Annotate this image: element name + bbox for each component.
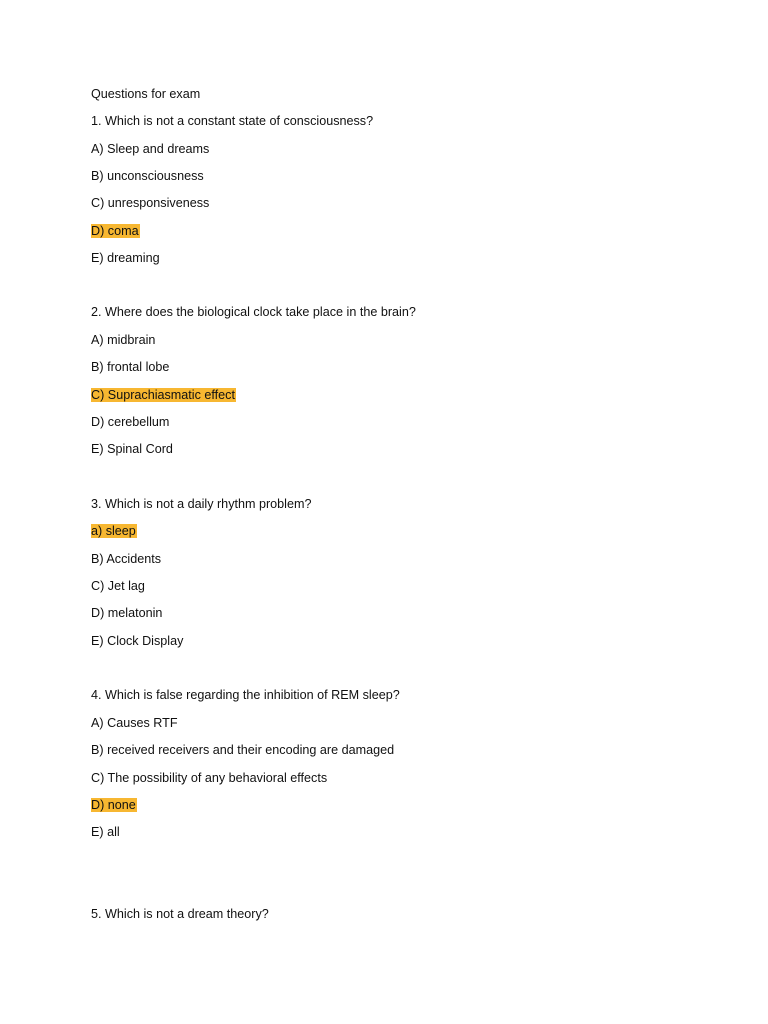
question-3-option-a-answer	[91, 523, 137, 539]
document-title: Questions for exam	[91, 87, 201, 101]
question-2-option-b: B) frontal lobe	[91, 360, 170, 374]
question-2-prompt: 2. Where does the biological clock take place in the brain?	[91, 305, 416, 319]
question-1-option-e: E) dreaming	[91, 251, 160, 265]
question-2-option-d: D) cerebellum	[91, 415, 170, 429]
answer-highlight: D) coma	[91, 224, 139, 238]
question-3-option-b: B) Accidents	[91, 552, 161, 566]
question-3-option-c: C) Jet lag	[91, 579, 145, 593]
question-1-option-a: A) Sleep and dreams	[91, 142, 210, 156]
question-1-option-c: C) unresponsiveness	[91, 196, 210, 210]
question-2-option-a: A) midbrain	[91, 333, 156, 347]
question-1-option-b: B) unconsciousness	[91, 169, 204, 183]
question-4-option-b: B) received receivers and their encoding are damaged	[91, 743, 395, 757]
answer-highlight: C) Suprachiasmatic effect	[91, 388, 235, 402]
question-1-prompt: 1. Which is not a constant state of consciousness?	[91, 114, 374, 128]
answer-highlight: a) sleep	[91, 524, 136, 538]
question-4-option-c: C) The possibility of any behavioral effects	[91, 771, 328, 785]
question-4-prompt: 4. Which is false regarding the inhibition of REM sleep?	[91, 688, 400, 702]
question-2-option-c-answer	[91, 387, 236, 403]
question-3-option-e: E) Clock Display	[91, 634, 184, 648]
question-4-option-e: E) all	[91, 825, 120, 839]
question-3-prompt: 3. Which is not a daily rhythm problem?	[91, 497, 312, 511]
question-3-option-d: D) melatonin	[91, 606, 163, 620]
question-2-option-e: E) Spinal Cord	[91, 442, 173, 456]
question-1-option-d-answer	[91, 223, 140, 239]
question-4-option-d-answer	[91, 797, 137, 813]
question-4-option-a: A) Causes RTF	[91, 716, 178, 730]
question-5-prompt: 5. Which is not a dream theory?	[91, 907, 269, 921]
answer-highlight: D) none	[91, 798, 136, 812]
